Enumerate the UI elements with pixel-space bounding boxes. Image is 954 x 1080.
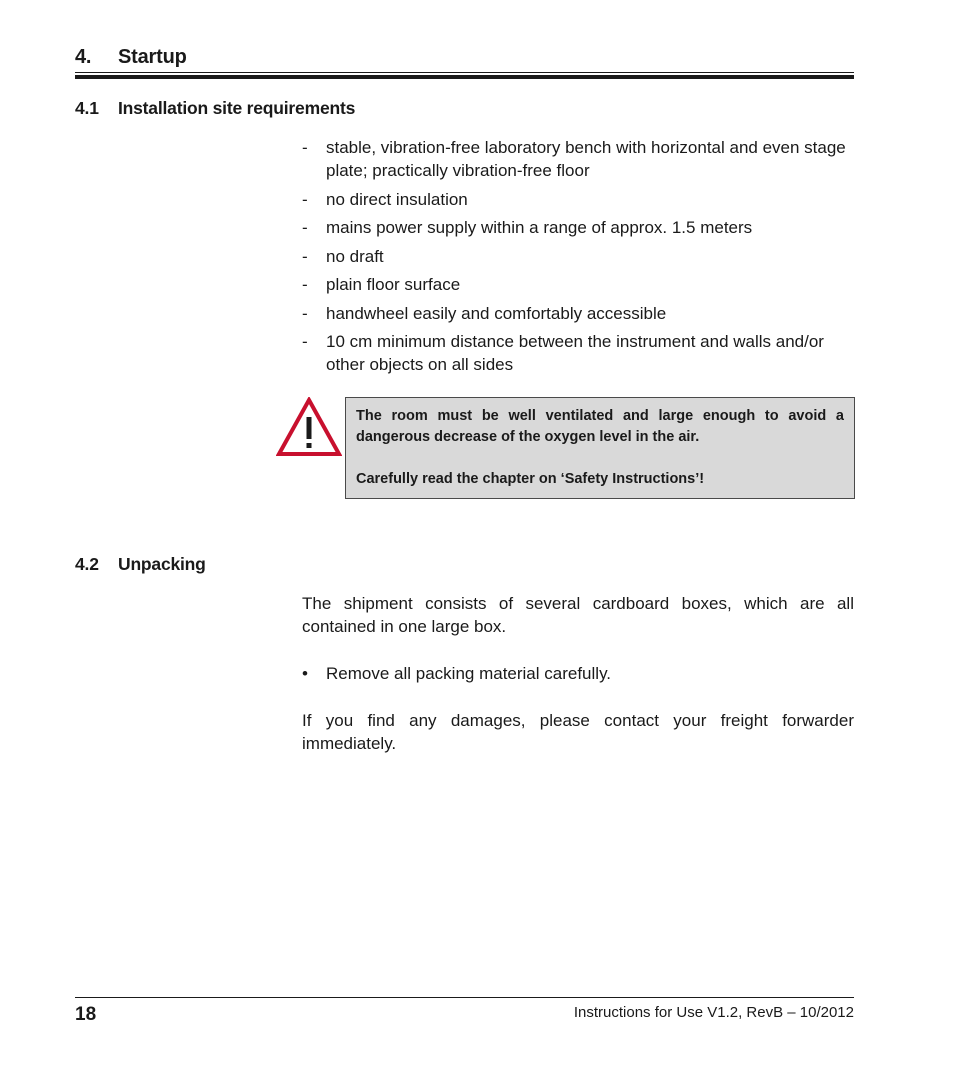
footer-rule xyxy=(75,997,854,998)
list-item: - no direct insulation xyxy=(302,189,468,209)
list-item: - no draft xyxy=(302,246,384,266)
document-version: Instructions for Use V1.2, RevB – 10/2012 xyxy=(573,1004,854,1021)
section-heading-installation xyxy=(75,98,355,119)
header-rule-thin xyxy=(75,72,854,73)
section-title: Unpacking xyxy=(118,554,206,574)
requirements-list xyxy=(302,136,854,382)
page-number: 18 xyxy=(75,1004,97,1025)
section-heading-unpacking xyxy=(75,554,206,575)
unpacking-instruction xyxy=(302,662,854,685)
section-number: 4.2 xyxy=(75,554,99,574)
damage-paragraph: If you find any damages, please contact your freight forwarder immediately. xyxy=(302,711,854,753)
section-number: 4.1 xyxy=(75,98,99,118)
instruction-text: Remove all packing material carefully. xyxy=(326,664,612,683)
list-item: - stable, vibration-free laboratory bench with horizontal and even stage plate; practically vibration-free floor xyxy=(302,138,846,180)
warning-reference: Carefully read the chapter on ‘Safety Instructions’! xyxy=(356,471,705,487)
section-title: Installation site requirements xyxy=(118,98,356,118)
warning-triangle-icon xyxy=(276,397,342,457)
header-rule-thick xyxy=(75,75,854,79)
chapter-heading xyxy=(75,46,187,69)
list-item: - mains power supply within a range of approx. 1.5 meters xyxy=(302,218,753,237)
chapter-title: Startup xyxy=(118,46,187,68)
list-item: - handwheel easily and comfortably accessible xyxy=(302,303,667,323)
chapter-number: 4. xyxy=(75,46,92,68)
bullet-marker: • xyxy=(302,664,308,683)
warning-text: The room must be well ventilated and large enough to avoid a dangerous decrease of the oxygen level in the air. xyxy=(356,408,844,445)
list-item: - 10 cm minimum distance between the instrument and walls and/or other objects on all sides xyxy=(302,332,824,374)
shipment-paragraph: The shipment consists of several cardboard boxes, which are all contained in one large box. xyxy=(302,594,854,636)
list-item: - plain floor surface xyxy=(302,275,461,294)
warning-box xyxy=(345,397,855,499)
